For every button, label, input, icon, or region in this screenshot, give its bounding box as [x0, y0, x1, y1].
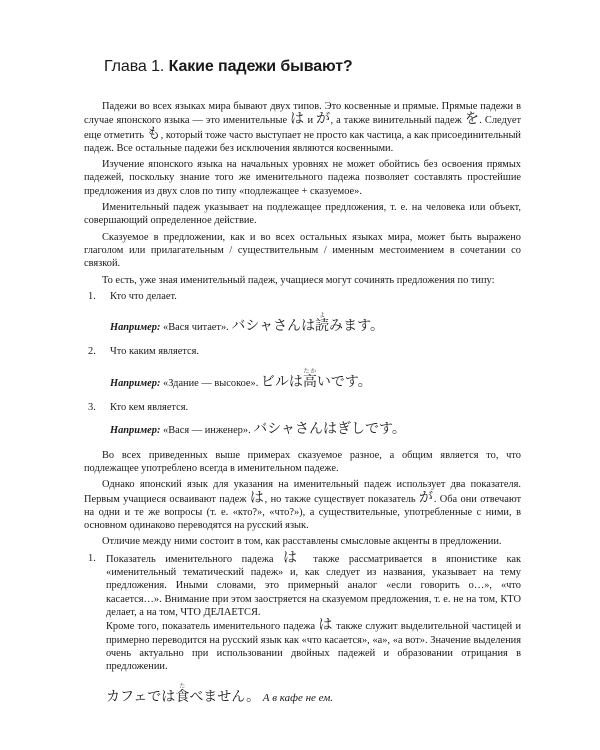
paragraph-text: также рассматривается в японистике как «именительный тематический падеж» и, как следует из названия, указывает на тему предложения. Иными словами, это примерный аналог «если говорить о…», «что касается…». Внимание при этом заостряется на сказуемом предложения, т. е. не на том, КТО делает, а на том, ЧТО ДЕЛАЕТСЯ. — [106, 553, 521, 618]
paragraph-text: Однако японский язык для указания на именительный падеж использует два показателя. Первым учащиеся осваивают падеж — [84, 479, 521, 505]
body-text — [84, 100, 521, 706]
example-label: Например: — [110, 322, 161, 334]
example-label: Например: — [110, 425, 161, 437]
sentence-type-list — [84, 290, 521, 438]
jp-particle-wa: は — [249, 489, 265, 506]
difference-paragraph-2 — [106, 619, 521, 673]
jp-particle-ga: が — [316, 111, 331, 128]
jp-kanji: 読 — [315, 318, 330, 335]
final-example-japanese — [106, 683, 261, 706]
list-number: 1. — [88, 290, 96, 302]
furigana: よ — [315, 312, 330, 320]
list-item — [84, 290, 521, 335]
jp-text: カフェでは — [106, 689, 176, 706]
jp-particle-ga: が — [419, 489, 434, 506]
paragraph-predicate: Сказуемое в предложении, как и во всех остальных языках мира, может быть выражено глаголом или прилагательным / существительным / именным местоимением в сочетании со связкой. — [84, 231, 521, 270]
chapter-label: Глава 1. — [104, 58, 165, 75]
list-number: 2. — [88, 346, 96, 358]
list-item — [84, 549, 521, 706]
list-item-text: Кто кем является. — [110, 402, 189, 414]
furigana: た — [175, 683, 190, 691]
paragraph-text: , который тоже часто выступает не просто как частица, а как присоединительный падеж. Все остальные падежи без исключения являются косвенными. — [84, 129, 521, 154]
jp-particle-wa: は — [318, 617, 333, 634]
final-example — [106, 683, 521, 705]
paragraph-text: , но также существует показатель — [264, 493, 420, 505]
jp-text: ビルは — [260, 373, 303, 390]
example-label: Например: — [110, 377, 161, 389]
paragraph-cases-types — [84, 100, 521, 155]
paragraph-sentence-types: То есть, уже зная именительный падеж, учащиеся могут сочинять предложения по типу: — [102, 274, 495, 286]
list-item-text: Кто что делает. — [110, 290, 177, 302]
example-line — [110, 368, 521, 390]
jp-kanji: 高 — [302, 373, 317, 390]
example-russian: «Вася читает». — [160, 322, 232, 334]
jp-text: いです。 — [316, 373, 372, 390]
paragraph-nominative: Именительный падеж указывает на подлежащее предложения, т. е. на человека или объект, совершающий определенное действие. — [84, 202, 521, 227]
list-item — [84, 401, 521, 438]
paragraph-text: . Оба они отвечают на одни и те же вопросы (т. е. «кто?», «что?»), а существительные, употребленные с ними, в основном одинаково переводятся на русский язык. — [84, 493, 522, 532]
difference-list — [84, 549, 521, 706]
paragraph-learning: Изучение японского языка на начальных уровнях не может обойтись без освоения прямых падежей, поскольку знание того же именительного падежа позволяет составлять простейшие предложения из двух слов по типу «подлежащее + сказуемое». — [84, 159, 521, 197]
list-number: 1. — [88, 552, 96, 564]
jp-particle-wo: を — [464, 111, 480, 128]
list-item-text: Что каким является. — [110, 346, 200, 358]
example-japanese — [260, 367, 372, 390]
paragraph-text: Кроме того, показатель именительного падежа — [106, 621, 319, 633]
jp-particle-wa: は — [283, 549, 304, 566]
jp-particle-mo: も — [146, 125, 161, 142]
jp-text: べません。 — [189, 689, 261, 706]
jp-kanji-ruby — [315, 312, 330, 335]
jp-text: みます。 — [329, 318, 384, 335]
jp-kanji-ruby — [302, 367, 317, 390]
jp-particle-wa: は — [290, 111, 305, 128]
jp-text: バシャさんは — [231, 318, 316, 335]
example-line — [110, 423, 521, 437]
paragraph-difference: Отличие между ними состоит в том, как расставлены смысловые акценты в предложении. — [102, 536, 502, 548]
paragraph-two-markers — [84, 478, 521, 532]
example-japanese — [231, 312, 384, 335]
example-russian: «Здание — высокое». — [160, 377, 261, 389]
paragraph-summary: Во всех приведенных выше примерах сказуемое разное, а общим является то, что подлежащее употреблено всегда в именительном падеже. — [84, 449, 521, 474]
jp-kanji-ruby — [175, 683, 190, 706]
example-russian: «Вася — инженер». — [160, 425, 254, 437]
example-japanese: バシャさんはぎしです。 — [253, 421, 406, 438]
chapter-title: Какие падежи бывают? — [168, 58, 353, 75]
final-example-russian: А в кафе не ем. — [262, 692, 334, 705]
list-number: 3. — [88, 402, 96, 414]
paragraph-text: Показатель именительного падежа — [106, 553, 283, 565]
jp-kanji: 食 — [175, 689, 190, 706]
example-line — [110, 312, 521, 334]
difference-paragraph-1 — [106, 549, 521, 619]
paragraph-text: и — [304, 115, 317, 127]
paragraph-text: , а также винительный падеж — [330, 115, 465, 127]
chapter-heading — [104, 58, 353, 76]
paragraph-text: также служит выделительной частицей и примерно переводится на русский язык как «что касается», «а», «а вот». Значение выделения очень актуально при использовании двойных падежей и образовании отрицания в предложении. — [106, 621, 521, 673]
paragraph-text: Падежи во всех языках мира бывают двух типов. Это косвенные и прямые. Прямые падежи в случае японского языка — это именительные — [84, 101, 521, 127]
paragraph-text: . Следует еще отметить — [84, 115, 521, 141]
list-item — [84, 345, 521, 390]
furigana: たか — [302, 367, 317, 375]
